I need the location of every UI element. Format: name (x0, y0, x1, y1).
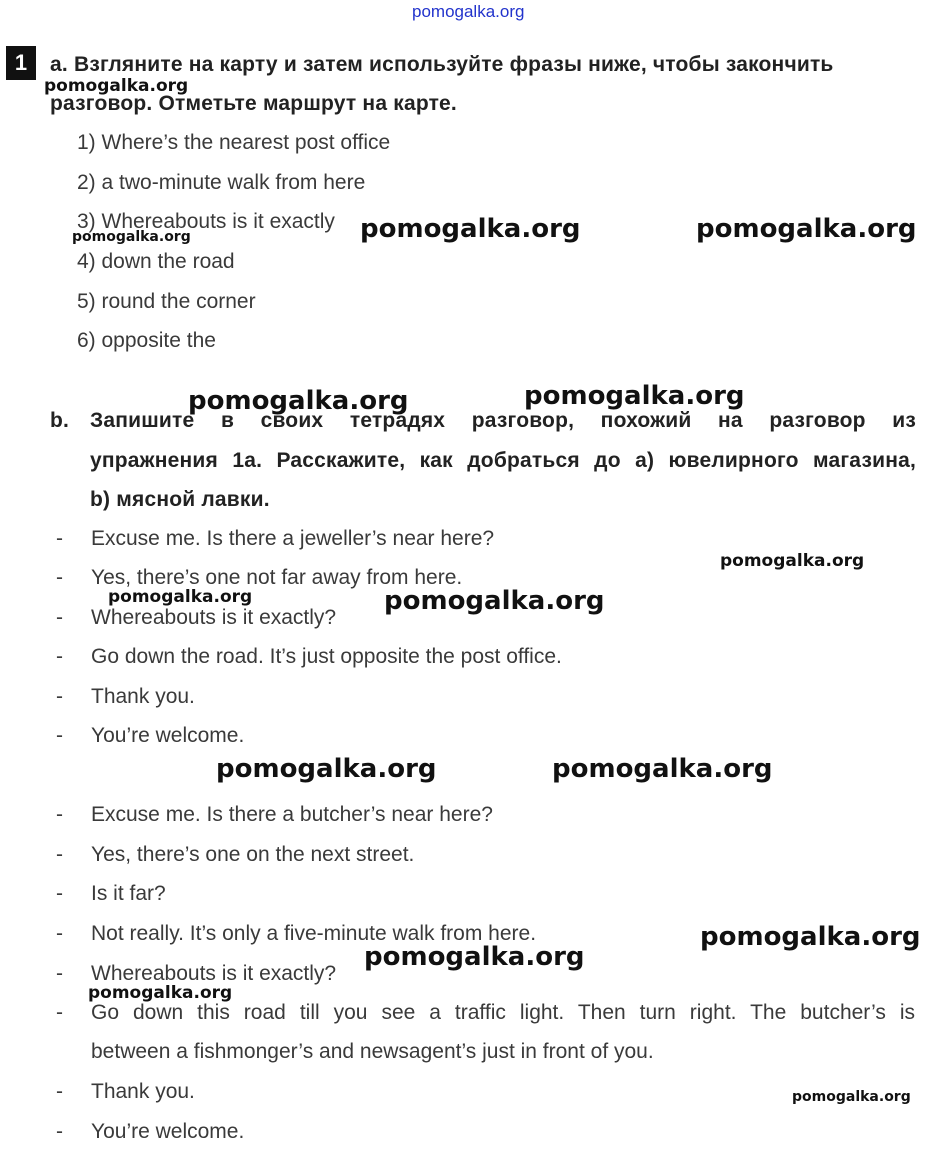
watermark: pomogalka.org (360, 214, 581, 244)
watermark: pomogalka.org (792, 1089, 911, 1105)
dialogue-line: Yes, there’s one not far away from here. (91, 566, 463, 589)
part-b-instruction: Запишите в своих тетрадях разговор, похожий на разговор из (90, 409, 916, 432)
dialogue-line: Go down the road. It’s just opposite the post office. (91, 645, 562, 668)
dialogue-dash: - (56, 882, 63, 905)
dialogue-line: Yes, there’s one on the next street. (91, 843, 415, 866)
watermark: pomogalka.org (108, 587, 253, 607)
watermark: pomogalka.org (700, 922, 921, 952)
watermark: pomogalka.org (552, 754, 773, 784)
dialogue-line: You’re welcome. (91, 724, 245, 747)
dialogue-line: Go down this road till you see a traffic light. Then turn right. The butcher’s is (91, 1001, 915, 1024)
dialogue-line: Excuse me. Is there a butcher’s near here? (91, 803, 493, 826)
phrase-item: 2) a two-minute walk from here (77, 171, 366, 194)
dialogue-line: Thank you. (91, 685, 195, 708)
dialogue-dash: - (56, 1120, 63, 1143)
part-b-instruction-cont: b) мясной лавки. (90, 488, 270, 511)
watermark: pomogalka.org (44, 76, 189, 96)
phrase-item: 3) Whereabouts is it exactly (77, 210, 335, 233)
part-a-instruction: a. Взгляните на карту и затем используйте фразы ниже, чтобы закончить (50, 53, 834, 76)
dialogue-dash: - (56, 566, 63, 589)
watermark: pomogalka.org (188, 386, 409, 416)
dialogue-line: You’re welcome. (91, 1120, 245, 1143)
dialogue-dash: - (56, 1001, 63, 1024)
dialogue-dash: - (56, 1080, 63, 1103)
dialogue-line: Not really. It’s only a five-minute walk from here. (91, 922, 537, 945)
header-watermark: pomogalka.org (412, 2, 525, 21)
part-a-instruction-cont: разговор. Отметьте маршрут на карте. (50, 92, 457, 115)
watermark: pomogalka.org (696, 214, 917, 244)
dialogue-dash: - (56, 724, 63, 747)
dialogue-dash: - (56, 606, 63, 629)
dialogue-dash: - (56, 962, 63, 985)
phrase-item: 1) Where’s the nearest post office (77, 131, 391, 154)
watermark: pomogalka.org (384, 586, 605, 616)
dialogue-dash: - (56, 843, 63, 866)
dialogue-line: Is it far? (91, 882, 166, 905)
dialogue-dash: - (56, 803, 63, 826)
dialogue-dash: - (56, 645, 63, 668)
watermark: pomogalka.org (524, 381, 745, 411)
dialogue-line: Thank you. (91, 1080, 195, 1103)
dialogue-dash: - (56, 922, 63, 945)
watermark: pomogalka.org (216, 754, 437, 784)
exercise-number-badge: 1 (6, 46, 36, 80)
watermark: pomogalka.org (72, 229, 191, 245)
dialogue-dash: - (56, 685, 63, 708)
watermark: pomogalka.org (720, 551, 865, 571)
dialogue-line: Whereabouts is it exactly? (91, 962, 337, 985)
dialogue-line: between a fishmonger’s and newsagent’s just in front of you. (91, 1040, 654, 1063)
phrase-item: 6) opposite the (77, 329, 216, 352)
watermark: pomogalka.org (364, 942, 585, 972)
dialogue-line: Whereabouts is it exactly? (91, 606, 337, 629)
dialogue-dash: - (56, 527, 63, 550)
phrase-item: 5) round the corner (77, 290, 256, 313)
part-b-label: b. (50, 409, 70, 432)
phrase-item: 4) down the road (77, 250, 235, 273)
dialogue-line: Excuse me. Is there a jeweller’s near here? (91, 527, 495, 550)
part-b-instruction-cont: упражнения 1a. Расскажите, как добраться до a) ювелирного магазина, (90, 449, 916, 472)
watermark: pomogalka.org (88, 983, 233, 1003)
